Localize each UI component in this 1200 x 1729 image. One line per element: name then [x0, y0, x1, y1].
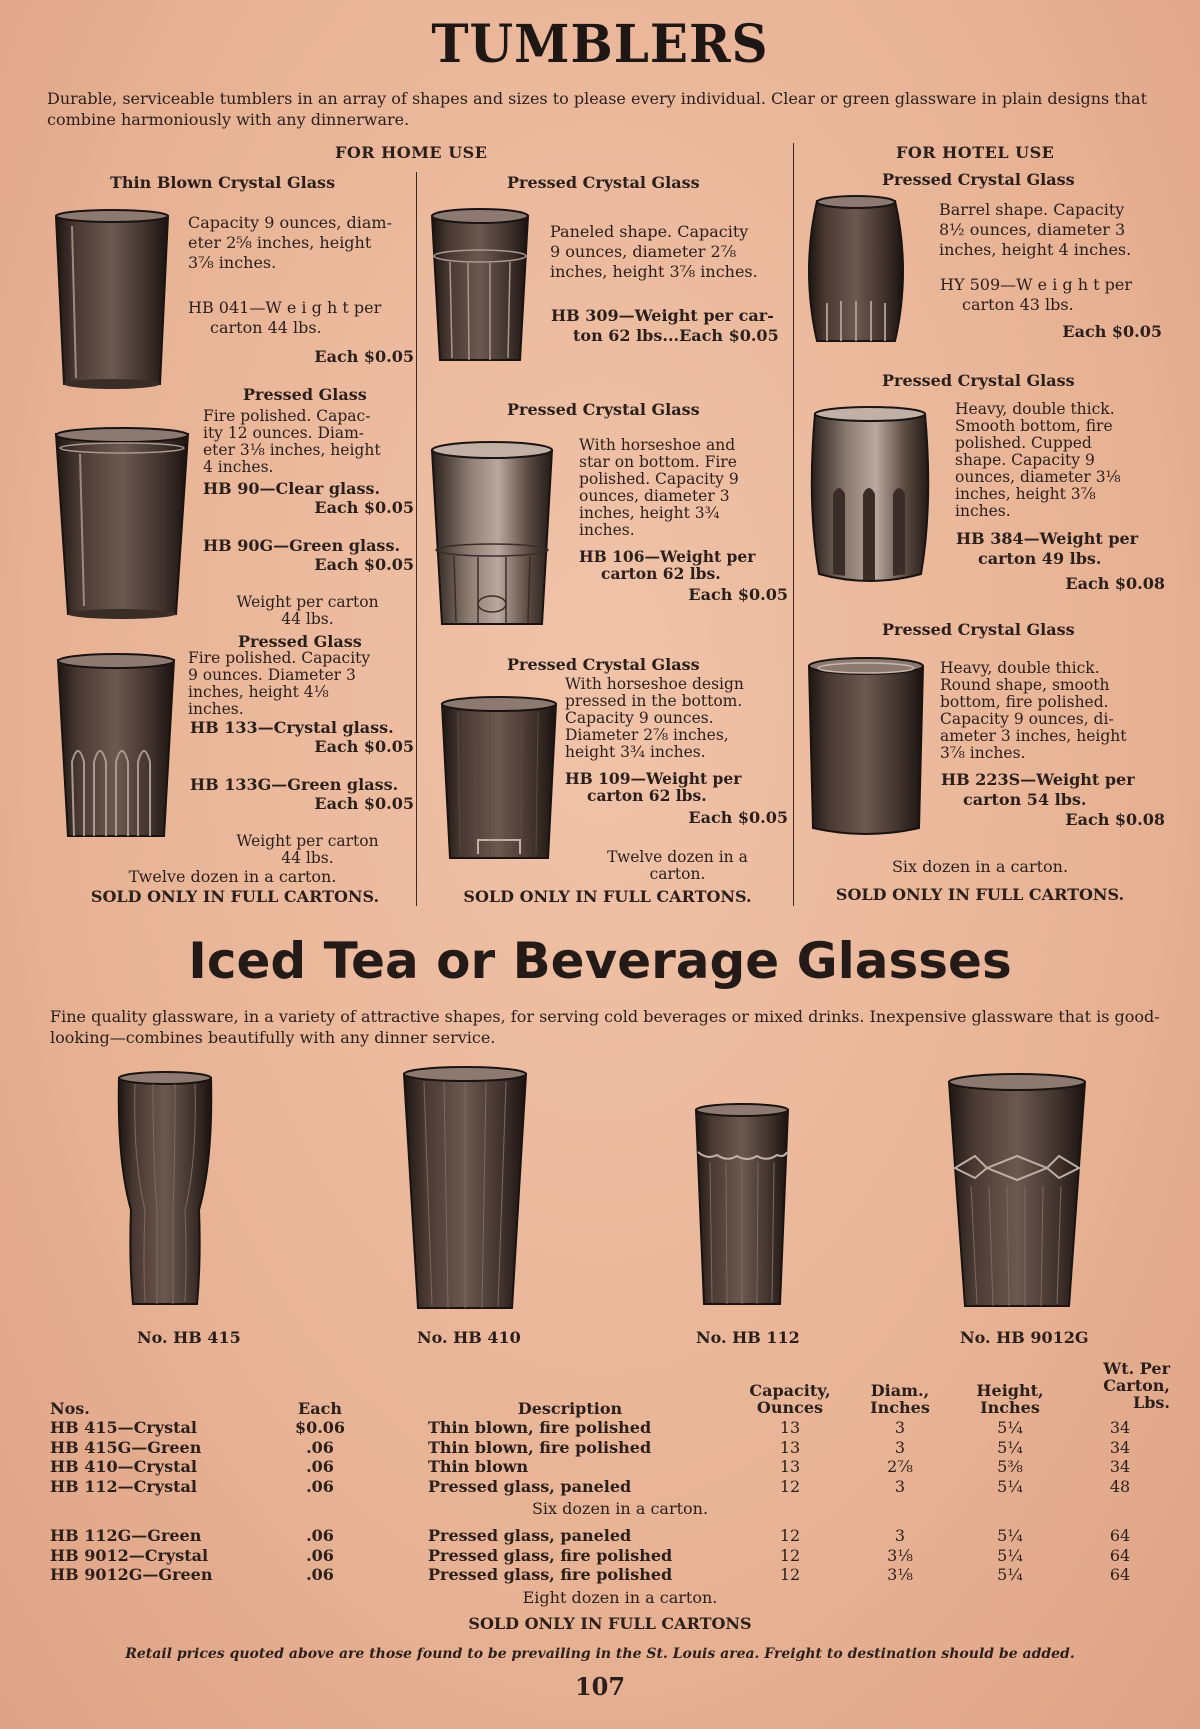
caption-hb415: No. HB 415	[137, 1328, 241, 1347]
spec-rows-group-a	[50, 1418, 1170, 1496]
col3-p1-price: Each $0.05	[1062, 322, 1162, 341]
header-height-line: Height,	[976, 1381, 1044, 1400]
item-line: HB 109—Weight per	[565, 769, 742, 788]
header-weight-line: Wt. Per	[1103, 1359, 1170, 1378]
cell-wt: 34	[1109, 1457, 1131, 1476]
table-row	[50, 1457, 1170, 1477]
item-line: HB 041—W e i g h t per	[188, 298, 382, 317]
cell-no: HB 410—Crystal	[50, 1457, 197, 1476]
desc-line: Paneled shape. Capacity	[550, 222, 749, 241]
cell-desc: Thin blown, fire polished	[428, 1437, 652, 1457]
glass-hb112-image	[692, 1100, 792, 1310]
desc-line: Capacity 9 ounces, diam-	[188, 213, 392, 232]
col3-p1-desc	[939, 200, 1164, 260]
item-line: ton 62 lbs...Each $0.05	[573, 326, 779, 345]
item-line: HB 223S—Weight per	[941, 770, 1135, 789]
tumbler-hb223s-image	[805, 656, 927, 842]
desc-line: inches, height 3⅞ inches.	[550, 262, 758, 281]
desc-line: Capacity 9 ounces, di-	[940, 710, 1114, 728]
desc-line: star on bottom. Fire	[579, 453, 737, 471]
cell-desc: Pressed glass, paneled	[428, 1476, 632, 1496]
desc-line: 3⅞ inches.	[188, 253, 277, 272]
desc-line: inches.	[579, 521, 635, 539]
col3-p1-heading: Pressed Crystal Glass	[882, 170, 1075, 189]
cell-each: .06	[306, 1526, 334, 1545]
cell-desc: Pressed glass, fire polished	[428, 1565, 673, 1584]
note-eight-dozen: Eight dozen in a carton.	[522, 1587, 718, 1607]
iced-tea-title: Iced Tea or Beverage Glasses	[188, 932, 1012, 990]
cell-height: 5¼	[997, 1418, 1023, 1437]
desc-line: bottom, fire polished.	[940, 693, 1109, 711]
cell-each: .06	[306, 1476, 334, 1496]
col2-p2-desc	[579, 437, 789, 539]
header-height	[970, 1382, 1050, 1416]
caption-hb9012g: No. HB 9012G	[960, 1328, 1089, 1347]
header-diameter-line: Diam.,	[870, 1381, 930, 1400]
table-row	[50, 1438, 1170, 1458]
desc-line: ounces, diameter 3	[579, 487, 730, 505]
col2-p1-item	[551, 306, 779, 346]
cell-height: 5¼	[997, 1476, 1023, 1496]
desc-line: Heavy, double thick.	[955, 400, 1115, 418]
home-use-header: FOR HOME USE	[335, 143, 488, 162]
desc-line: inches, height 3¾	[579, 504, 720, 522]
cell-wt: 64	[1109, 1526, 1131, 1545]
col3-p1-item	[940, 275, 1132, 315]
col2-p3-desc	[565, 676, 790, 761]
col3-p2-item	[956, 529, 1138, 569]
dozen-line: Twelve dozen in a	[607, 848, 748, 866]
table-row	[50, 1526, 1170, 1546]
weight-line: 44 lbs.	[281, 849, 334, 867]
desc-line: inches, height 4 inches.	[939, 240, 1132, 259]
cell-no: HB 112—Crystal	[50, 1476, 197, 1496]
col1-p2-item-a: HB 90—Clear glass.	[203, 479, 381, 498]
desc-line: 8½ ounces, diameter 3	[939, 220, 1126, 239]
col2-p1-heading: Pressed Crystal Glass	[507, 173, 700, 192]
col1-p2-desc	[203, 408, 413, 476]
table-row	[50, 1546, 1170, 1566]
col1-p3-item-b: HB 133G—Green glass.	[190, 775, 399, 794]
desc-line: Fire polished. Capacity	[188, 649, 371, 667]
col1-p1-heading: Thin Blown Crystal Glass	[110, 173, 336, 192]
cell-desc: Thin blown	[428, 1457, 529, 1476]
table-row	[50, 1418, 1170, 1438]
tumbler-hb90-image	[52, 426, 192, 621]
col3-p3-price: Each $0.08	[1065, 810, 1165, 829]
cell-desc: Thin blown, fire polished	[428, 1418, 652, 1437]
cell-no: HB 112G—Green	[50, 1526, 202, 1545]
item-line: carton 62 lbs.	[587, 786, 707, 805]
table-row	[50, 1477, 1170, 1497]
cell-cap: 13	[779, 1457, 801, 1476]
cell-diam: 3⅛	[887, 1565, 913, 1584]
desc-line: Heavy, double thick.	[940, 659, 1100, 677]
weight-line: Weight per carton	[236, 832, 379, 850]
col1-p3-desc	[188, 650, 413, 718]
tumbler-hb384-image	[805, 404, 935, 588]
glass-hb415-image	[115, 1070, 215, 1310]
header-diameter	[860, 1382, 940, 1416]
item-line: carton 43 lbs.	[962, 295, 1074, 314]
desc-line: Fire polished. Capac-	[203, 407, 371, 425]
item-line: HY 509—W e i g h t per	[940, 275, 1133, 294]
tumbler-hb106-image	[428, 440, 556, 630]
item-line: HB 309—Weight per car-	[551, 306, 774, 325]
cell-height: 5⅜	[997, 1457, 1023, 1476]
col2-sold-note: SOLD ONLY IN FULL CARTONS.	[463, 887, 752, 906]
desc-line: height 3¾ inches.	[565, 743, 706, 761]
item-line: carton 62 lbs.	[601, 564, 721, 583]
header-diameter-line: Inches	[870, 1398, 930, 1417]
col3-p2-heading: Pressed Crystal Glass	[882, 371, 1075, 390]
col3-p2-price: Each $0.08	[1065, 574, 1165, 593]
desc-line: polished. Capacity 9	[579, 470, 739, 488]
desc-line: With horseshoe design	[565, 675, 744, 693]
col1-p3-item-a: HB 133—Crystal glass.	[190, 718, 394, 737]
tumbler-hb109-image	[438, 694, 560, 864]
col2-p3-price: Each $0.05	[688, 808, 788, 827]
tumbler-hb041-image	[50, 208, 174, 390]
cell-desc: Pressed glass, fire polished	[428, 1545, 673, 1565]
desc-line: Smooth bottom, fire	[955, 417, 1113, 435]
col3-dozen-note: Six dozen in a carton.	[891, 857, 1069, 876]
cell-each: .06	[306, 1565, 334, 1584]
glass-hb9012g-image	[945, 1072, 1089, 1312]
col2-dozen-note	[570, 849, 785, 883]
desc-line: inches.	[188, 700, 244, 718]
col1-p2-heading: Pressed Glass	[243, 385, 367, 404]
caption-hb410: No. HB 410	[417, 1328, 521, 1347]
desc-line: inches.	[955, 502, 1011, 520]
cell-height: 5¼	[997, 1565, 1023, 1584]
desc-line: 9 ounces, diameter 2⅞	[550, 242, 737, 261]
item-line: carton 49 lbs.	[978, 549, 1102, 568]
desc-line: 3⅞ inches.	[940, 744, 1026, 762]
cell-cap: 12	[779, 1476, 801, 1496]
intro-text: Durable, serviceable tumblers in an array of shapes and sizes to please every individual. Clear or green glassware in plain designs that combine harmoniously with any dinnerware.	[47, 89, 1147, 129]
caption-hb112: No. HB 112	[696, 1328, 800, 1347]
header-description: Description	[517, 1399, 623, 1418]
cell-wt: 34	[1109, 1437, 1131, 1457]
header-capacity-line: Capacity,	[749, 1381, 831, 1400]
header-nos: Nos.	[50, 1399, 90, 1418]
cell-each: $0.06	[294, 1418, 346, 1437]
cell-wt: 64	[1109, 1545, 1131, 1565]
col1-dozen-note: Twelve dozen in a carton.	[128, 867, 337, 886]
desc-line: ounces, diameter 3⅛	[955, 468, 1121, 486]
desc-line: pressed in the bottom.	[565, 692, 743, 710]
col1-p3-price-a: Each $0.05	[314, 737, 414, 756]
table-sold-note: SOLD ONLY IN FULL CARTONS	[468, 1613, 752, 1633]
cell-diam: 3	[894, 1437, 906, 1457]
cell-no: HB 415G—Green	[50, 1437, 202, 1457]
item-line: HB 106—Weight per	[579, 547, 756, 566]
cell-desc: Pressed glass, paneled	[428, 1526, 632, 1545]
cell-wt: 48	[1109, 1476, 1131, 1496]
col1-p3-price-b: Each $0.05	[314, 794, 414, 813]
desc-line: inches, height 4⅛	[188, 683, 329, 701]
col2-p2-item	[579, 548, 755, 582]
spec-table	[50, 1360, 1170, 1635]
cell-no: HB 415—Crystal	[50, 1418, 197, 1437]
col1-p3-heading: Pressed Glass	[238, 632, 362, 651]
desc-line: With horseshoe and	[579, 436, 736, 454]
desc-line: inches, height 3⅞	[955, 485, 1096, 503]
col2-p2-price: Each $0.05	[688, 585, 788, 604]
desc-line: Barrel shape. Capacity	[939, 200, 1125, 219]
footer-note: Retail prices quoted above are those found to be prevailing in the St. Louis area. Freight to destination should be added.	[125, 1646, 1075, 1662]
tumbler-hb309-image	[428, 206, 532, 366]
cell-wt: 64	[1109, 1565, 1131, 1584]
cell-diam: 3	[894, 1418, 906, 1437]
item-line: carton 54 lbs.	[963, 790, 1087, 809]
table-row	[50, 1565, 1170, 1585]
weight-line: 44 lbs.	[281, 610, 334, 628]
desc-line: ameter 3 inches, height	[940, 727, 1127, 745]
iced-tea-intro: Fine quality glassware, in a variety of attractive shapes, for serving cold beverages or mixed drinks. Inexpensive glassware that is good-looking—combines beautifully with any dinner service.	[50, 1007, 1160, 1047]
tumbler-hb133-image	[54, 652, 178, 842]
cell-each: .06	[306, 1437, 334, 1457]
cell-cap: 13	[779, 1418, 801, 1437]
cell-diam: 3	[894, 1476, 906, 1496]
item-line: HB 384—Weight per	[956, 529, 1139, 548]
cell-cap: 12	[779, 1565, 801, 1584]
spec-rows-group-b	[50, 1526, 1170, 1585]
dozen-line: carton.	[649, 865, 706, 883]
header-each: Each	[298, 1399, 342, 1418]
page-title: TUMBLERS	[431, 12, 769, 75]
cell-cap: 12	[779, 1526, 801, 1545]
header-weight	[1080, 1360, 1170, 1411]
col1-p1-price: Each $0.05	[314, 347, 414, 366]
hotel-use-header: FOR HOTEL USE	[896, 143, 1055, 162]
weight-line: Weight per carton	[236, 593, 379, 611]
col3-p2-desc	[955, 401, 1165, 520]
cell-height: 5¼	[997, 1526, 1023, 1545]
col1-sold-note: SOLD ONLY IN FULL CARTONS.	[90, 887, 380, 906]
desc-line: Round shape, smooth	[940, 676, 1110, 694]
desc-line: polished. Cupped	[955, 434, 1092, 452]
header-weight-line: Lbs.	[1132, 1393, 1170, 1412]
col3-p3-heading: Pressed Crystal Glass	[882, 620, 1075, 639]
desc-line: 4 inches.	[203, 458, 274, 476]
column-divider-1	[416, 172, 417, 906]
desc-line: ity 12 ounces. Diam-	[203, 424, 365, 442]
cell-height: 5¼	[997, 1437, 1023, 1457]
cell-diam: 3⅛	[887, 1545, 913, 1565]
header-capacity-line: Ounces	[756, 1398, 824, 1417]
cell-cap: 13	[779, 1437, 801, 1457]
col1-p2-price-b: Each $0.05	[314, 555, 414, 574]
cell-wt: 34	[1109, 1418, 1131, 1437]
desc-line: eter 3⅛ inches, height	[203, 441, 381, 459]
col1-p1-item	[188, 298, 381, 338]
col2-p2-heading: Pressed Crystal Glass	[507, 400, 700, 419]
item-line: carton 44 lbs.	[210, 318, 322, 337]
cell-no: HB 9012—Crystal	[50, 1545, 209, 1565]
tumbler-hy509-image	[803, 193, 909, 347]
desc-line: 9 ounces. Diameter 3	[188, 666, 356, 684]
col1-p1-desc	[188, 213, 413, 273]
col2-p3-item	[565, 770, 741, 804]
cell-each: .06	[306, 1457, 334, 1476]
spec-table-header	[50, 1360, 1170, 1418]
col1-p3-weight	[200, 833, 415, 867]
col1-p2-item-b: HB 90G—Green glass.	[203, 536, 401, 555]
col3-p3-desc	[940, 660, 1165, 762]
cell-cap: 12	[779, 1545, 801, 1565]
desc-line: Diameter 2⅞ inches,	[565, 726, 729, 744]
glass-hb410-image	[400, 1064, 530, 1314]
desc-line: shape. Capacity 9	[955, 451, 1095, 469]
col2-p3-heading: Pressed Crystal Glass	[507, 655, 700, 674]
cell-no: HB 9012G—Green	[50, 1565, 213, 1584]
header-height-line: Inches	[980, 1398, 1040, 1417]
header-capacity	[740, 1382, 840, 1416]
col1-p2-price-a: Each $0.05	[314, 498, 414, 517]
desc-line: eter 2⅝ inches, height	[188, 233, 372, 252]
col1-p2-weight	[200, 594, 415, 628]
col2-p1-desc	[550, 222, 790, 282]
column-divider-2	[793, 143, 794, 906]
desc-line: Capacity 9 ounces.	[565, 709, 714, 727]
cell-height: 5¼	[997, 1545, 1023, 1565]
page-number: 107	[574, 1672, 626, 1701]
cell-each: .06	[306, 1545, 334, 1565]
cell-diam: 3	[894, 1526, 906, 1545]
note-six-dozen: Six dozen in a carton.	[531, 1499, 709, 1518]
col3-sold-note: SOLD ONLY IN FULL CARTONS.	[835, 885, 1125, 904]
cell-diam: 2⅞	[887, 1457, 913, 1476]
header-weight-line: Carton,	[1103, 1376, 1170, 1395]
col3-p3-item	[941, 770, 1135, 810]
